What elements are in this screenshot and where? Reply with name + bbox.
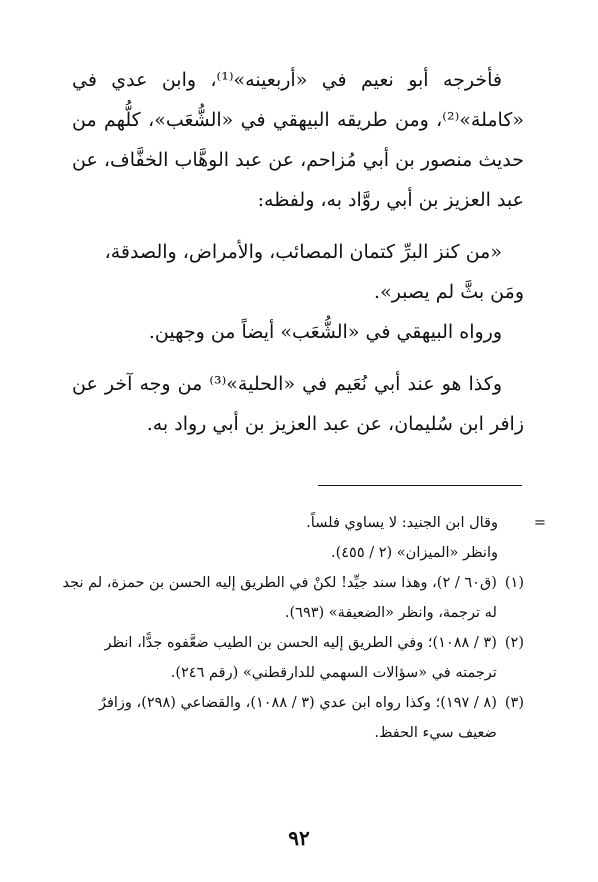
hadith-quote-line-1: «من كنز البرِّ كتمان المصائب، والأمراض، والصدقة،: [104, 241, 502, 263]
footnote-3-marker: (٣): [504, 695, 524, 711]
footnote-continuation: [62, 508, 546, 568]
footnote-1-marker: (١): [504, 575, 524, 591]
footnote-1-text: (ق٦٠ / ٢)، وهذا سند جيِّد! لكنْ في الطريق إليه الحسن بن حمزة، لم نجد له ترجمة، وانظر «الضعيفة» (٦٩٣).: [62, 575, 497, 621]
main-text: [72, 60, 524, 444]
page-number: ٩٢: [288, 826, 310, 850]
footnote-2-text: (٣ / ١٠٨٨)؛ وفي الطريق إليه الحسن بن الطيب ضعَّفوه جدًّا، انظر ترجمته في «سؤالات السهمي للدارقطني» (رقم ٢٤٦).: [104, 635, 497, 681]
footnotes: [62, 508, 546, 748]
hadith-quote-line-2: ومَن بثَّ لم يصبر».: [374, 281, 524, 303]
footnote-3-text: (٨ / ١٩٧)؛ وكذا رواه ابن عدي (٣ / ١٠٨٨)، والقضاعي (٢٩٨)، وزافرٌ ضعيف سيء الحفظ.: [98, 695, 497, 741]
footnote-2: [62, 628, 524, 688]
footnote-3: [62, 688, 524, 748]
footnote-2-marker: (٢): [504, 635, 524, 651]
continuation-line-1: وقال ابن الجنيد: لا يساوي فلساً.: [306, 515, 498, 531]
paragraph-3: وكذا هو عند أبي نُعَيم في «الحلية»⁽³⁾ من وجه آخر عن زافر ابن سُليمان، عن عبد العزيز بن أبي رواد به.: [72, 373, 524, 435]
continuation-line-2: وانظر «الميزان» (٢ / ٤٥٥).: [330, 545, 498, 561]
paragraph-2: ورواه البيهقي في «الشُّعَب» أيضاً من وجهين.: [148, 321, 502, 343]
paragraph-1: فأخرجه أبو نعيم في «أربعينه»⁽¹⁾، وابن عدي في «كاملة»⁽²⁾، ومن طريقه البيهقي في «الشُّعَب»، كلُّهم من حديث منصور بن أبي مُزاحم، عن عبد الوهَّاب الخفَّاف، عن عبد العزيز بن أبي روَّاد به، ولفظه:: [72, 69, 524, 211]
footnote-divider: [318, 485, 522, 486]
footnote-1: [62, 568, 524, 628]
continuation-marker: =: [533, 515, 546, 531]
